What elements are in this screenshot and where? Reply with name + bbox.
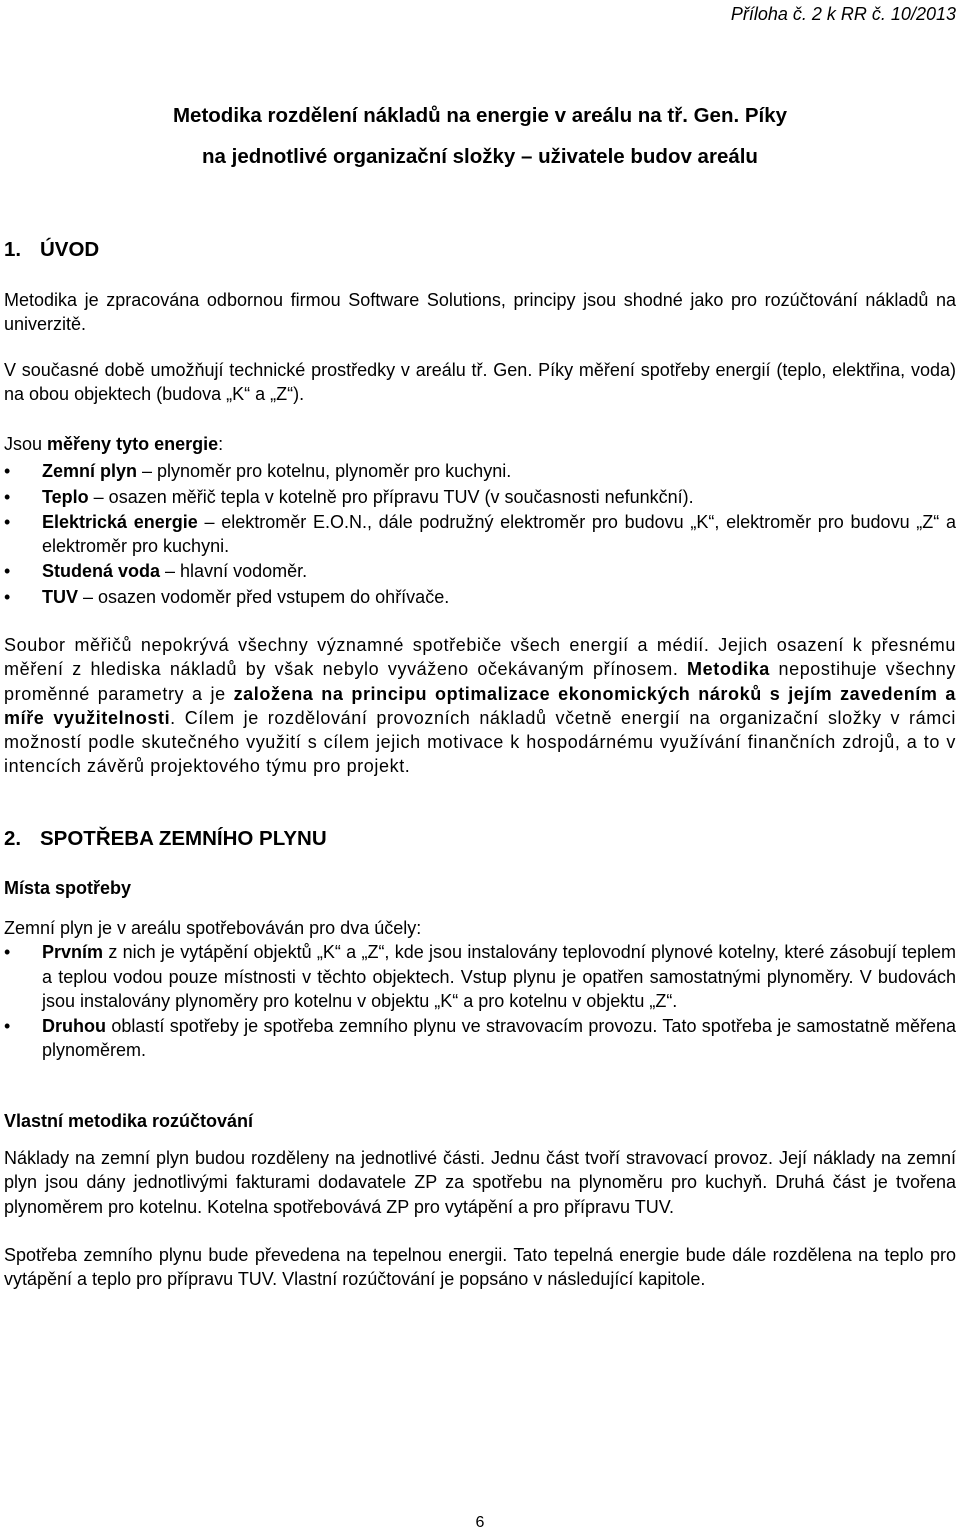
list-item-text: – elektroměr E.O.N., dále podružný elektroměr pro budovu „K“, elektroměr pro budovu „Z“ a elektroměr pro kuchyni. — [42, 512, 956, 556]
subheading-vlastni-metodika: Vlastní metodika rozúčtování — [4, 1111, 254, 1131]
list-item — [4, 558, 956, 584]
list-item — [4, 484, 956, 510]
page-number: 6 — [475, 1514, 485, 1531]
section-2-heading — [4, 827, 327, 851]
section-1-paragraph-3 — [4, 432, 956, 456]
list-item — [4, 1014, 956, 1063]
section-2-paragraph-3: Spotřeba zemního plynu bude převedena na tepelnou energii. Tato tepelná energie bude dále rozdělena na teplo pro vytápění a teplo pro přípravu TUV. Vlastní rozúčtování je popsáno v následující kapitole. — [4, 1245, 956, 1290]
section-2-paragraph-1: Zemní plyn je v areálu spotřebováván pro dva účely: — [4, 918, 422, 938]
subheading-mista-spotreby: Místa spotřeby — [4, 878, 132, 898]
list-item-text: – hlavní vodoměr. — [160, 561, 308, 581]
bullet-icon: • — [4, 942, 11, 962]
list-item-bold: Teplo — [42, 487, 89, 507]
list-item-text: oblastí spotřeby je spotřeba zemního plynu ve stravovacím provozu. Tato spotřeba je samostatně měřena plynoměrem. — [42, 1015, 956, 1060]
list-item-text: – osazen vodoměr před vstupem do ohřívače. — [78, 587, 450, 607]
list-item-bold: Elektrická energie — [42, 512, 198, 532]
section-1-number: 1. — [4, 238, 22, 261]
section-2-number: 2. — [4, 827, 22, 850]
annex-header: Příloha č. 2 k RR č. 10/2013 — [730, 4, 956, 24]
document-title-line-2: na jednotlivé organizační složky – uživatele budov areálu — [202, 145, 758, 168]
section-2-title: SPOTŘEBA ZEMNÍHO PLYNU — [40, 827, 327, 850]
list-item-text: – plynoměr pro kotelnu, plynoměr pro kuchyni. — [137, 461, 512, 481]
section-1-paragraph-4 — [4, 633, 956, 779]
section-2-paragraph-2: Náklady na zemní plyn budou rozděleny na jednotlivé části. Jednu část tvoří stravovací provoz. Její náklady na zemní plyn jsou dány jednotlivými fakturami dodavatele ZP za spotřebu na plynoměru pro kuchyň. Druhá část je tvořena plynoměrem pro kotelnu. Kotelna spotřebovává ZP pro vytápění a pro přípravu TUV. — [4, 1148, 956, 1217]
section-1-title: ÚVOD — [40, 238, 100, 261]
paragraph-4-bold-a: Metodika — [687, 659, 770, 680]
section-1-paragraph-2: V současné době umožňují technické prostředky v areálu tř. Gen. Píky měření spotřeby energií (teplo, elektřina, voda) na obou objektech (budova „K“ a „Z“). — [4, 360, 956, 405]
bullet-icon: • — [4, 1015, 11, 1036]
list-item-text: z nich je vytápění objektů „K“ a „Z“, kde jsou instalovány teplovodní plynové kotelny, které zásobují teplem a teplou vodou pouze místnosti v těchto objektech. Vstup plynu je opatřen samostatnými plynoměry. V budovách jsou instalovány plynoměry pro kotelnu v objektu „K“ a pro kotelnu v objektu „Z“. — [42, 942, 956, 1011]
section-1-heading — [4, 238, 99, 262]
bullet-icon: • — [4, 461, 11, 481]
list-item-text: – osazen měřič tepla v kotelně pro přípravu TUV (v současnosti nefunkční). — [88, 487, 694, 507]
list-item-bold: Prvním — [42, 942, 104, 962]
list-item — [4, 458, 956, 484]
paragraph-4-text-c: . Cílem je rozdělování provozních nákladů včetně energií na organizační složky v rámci možností podle skutečného využití s cílem jejich motivace k hospodárnému využívání finančních zdrojů, a to v intencích závěrů projektového týmu pro projekt. — [4, 707, 956, 777]
section-1-paragraph-1: Metodika je zpracována odbornou firmou Software Solutions, principy jsou shodné jako pro rozúčtování nákladů na univerzitě. — [4, 290, 956, 335]
list-item — [4, 940, 956, 1014]
list-item-bold: Druhou — [42, 1015, 106, 1036]
bullet-icon: • — [4, 487, 11, 507]
paragraph-4-bold-b: založena na principu optimalizace ekonomických nároků s jejím zavedením a míře využitelnosti — [4, 683, 956, 728]
list-item — [4, 510, 956, 558]
bullet-icon: • — [4, 561, 11, 581]
paragraph-4-text-a: Soubor měřičů nepokrývá všechny významné spotřebiče všech energií a médií. Jejich osazení k přesnému měření z hlediska nákladů by však nebylo vyváženo očekávaným přínosem. — [4, 635, 956, 680]
list-item — [4, 584, 956, 610]
bullet-icon: • — [4, 512, 11, 532]
paragraph-3-text: Jsou — [4, 434, 48, 454]
gas-usage-list — [4, 940, 956, 1063]
document-title-line-1: Metodika rozdělení nákladů na energie v areálu na tř. Gen. Píky — [172, 104, 788, 127]
paragraph-4-text-b: nepostihuje všechny proměnné parametry a je — [4, 659, 956, 704]
paragraph-3-bold: měřeny tyto energie — [47, 434, 219, 454]
list-item-bold: Zemní plyn — [42, 461, 138, 481]
bullet-icon: • — [4, 587, 11, 607]
energy-meter-list — [4, 458, 956, 610]
list-item-bold: Studená voda — [42, 561, 161, 581]
list-item-bold: TUV — [42, 587, 78, 607]
paragraph-3-colon: : — [218, 434, 224, 454]
